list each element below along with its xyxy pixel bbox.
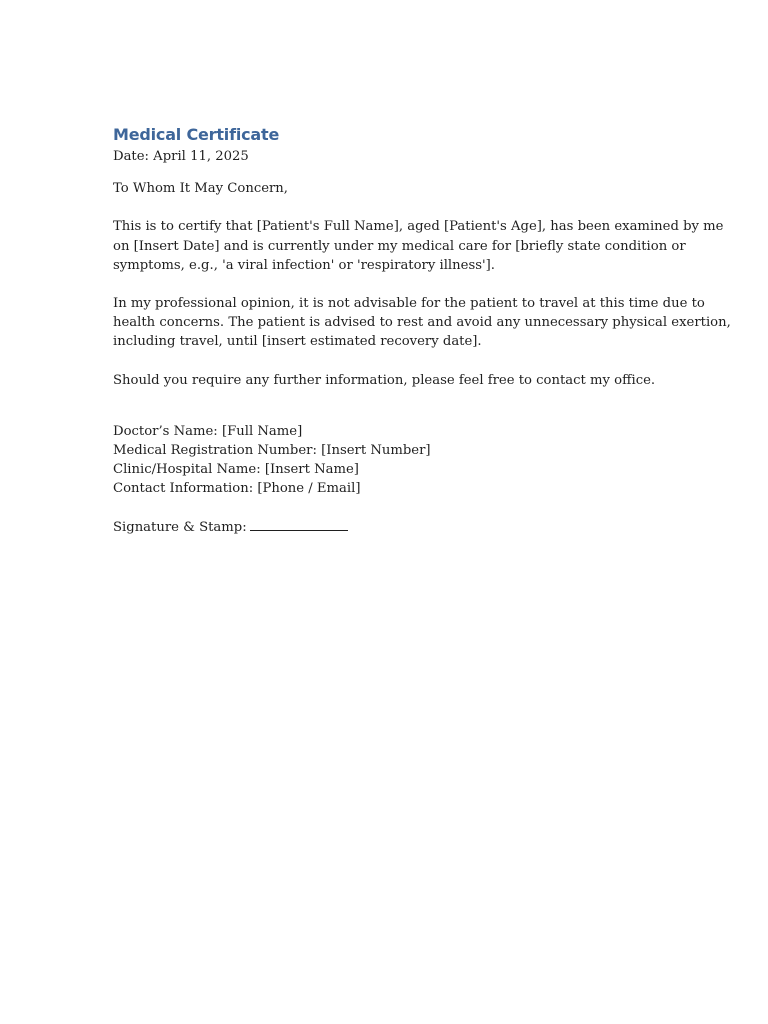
clinic-name-line: Clinic/Hospital Name: [Insert Name]: [113, 462, 359, 478]
certificate-title: Medical Certificate: [113, 125, 280, 144]
paragraph-line: health concerns. The patient is advised to rest and avoid any unnecessary physical exertion,: [113, 315, 731, 331]
paragraph-opinion: [113, 294, 731, 352]
certificate-body: [113, 124, 731, 537]
salutation: To Whom It May Concern,: [113, 181, 288, 197]
doctor-info-block: [113, 422, 658, 499]
paragraph-line: on [Insert Date] and is currently under my medical care for [briefly state condition or: [113, 238, 686, 254]
doctor-name-line: Doctor’s Name: [Full Name]: [113, 423, 303, 439]
paragraph-line: Should you require any further information, please feel free to contact my office.: [113, 372, 656, 388]
paragraph-line: symptoms, e.g., 'a viral infection' or 'respiratory illness'].: [113, 257, 495, 273]
signature-blank-line: [250, 518, 348, 531]
paragraph-certification: [113, 217, 724, 275]
paragraph-line: In my professional opinion, it is not advisable for the patient to travel at this time due to: [113, 296, 705, 312]
contact-info-line: Contact Information: [Phone / Email]: [113, 481, 361, 497]
date-line: Date: April 11, 2025: [113, 149, 249, 164]
paragraph-contact: [113, 371, 658, 390]
paragraph-line: This is to certify that [Patient's Full Name], aged [Patient's Age], has been examined by me: [113, 219, 724, 235]
signature-row: [113, 518, 658, 537]
signature-label: Signature & Stamp:: [113, 519, 247, 535]
registration-number-line: Medical Registration Number: [Insert Number]: [113, 443, 431, 459]
paragraph-line: including travel, until [insert estimated recovery date].: [113, 334, 482, 350]
